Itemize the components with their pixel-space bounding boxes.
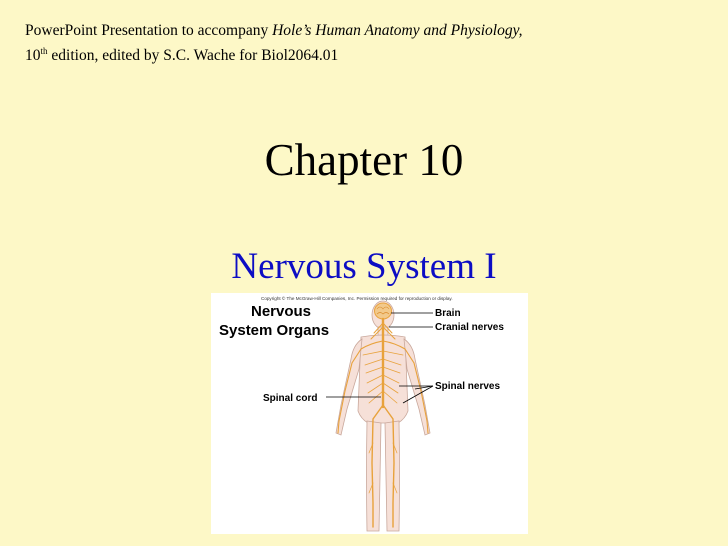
edition-number: 10 — [25, 47, 41, 64]
edition-text: edition, edited by S.C. Wache for Biol2064.01 — [47, 47, 339, 64]
slide-title: Chapter 10 — [264, 135, 464, 185]
figure-copyright: Copyright © The McGraw-Hill Companies, Inc. Permission required for reproduction or display. — [261, 296, 453, 301]
header-prefix: PowerPoint Presentation to accompany — [25, 22, 273, 39]
figure-heading-line-1: Nervous — [251, 303, 312, 320]
cranial-nerves-label: Cranial nerves — [435, 322, 504, 333]
brain-icon — [375, 303, 392, 319]
header-line-2 — [25, 43, 715, 68]
figure-heading-line-2: System Organs — [219, 322, 330, 339]
nervous-system-illustration — [211, 293, 528, 534]
brain-label: Brain — [435, 308, 461, 319]
edition-suffix: th — [40, 45, 48, 56]
header-line-1 — [25, 18, 715, 43]
book-title: Hole’s Human Anatomy and Physiology, — [272, 22, 523, 39]
spinal-nerves-label: Spinal nerves — [435, 381, 501, 392]
spinal-cord-label: Spinal cord — [263, 393, 318, 404]
nervous-system-figure — [211, 293, 528, 534]
presentation-header — [25, 18, 715, 68]
slide-subtitle: Nervous System I — [231, 246, 497, 287]
